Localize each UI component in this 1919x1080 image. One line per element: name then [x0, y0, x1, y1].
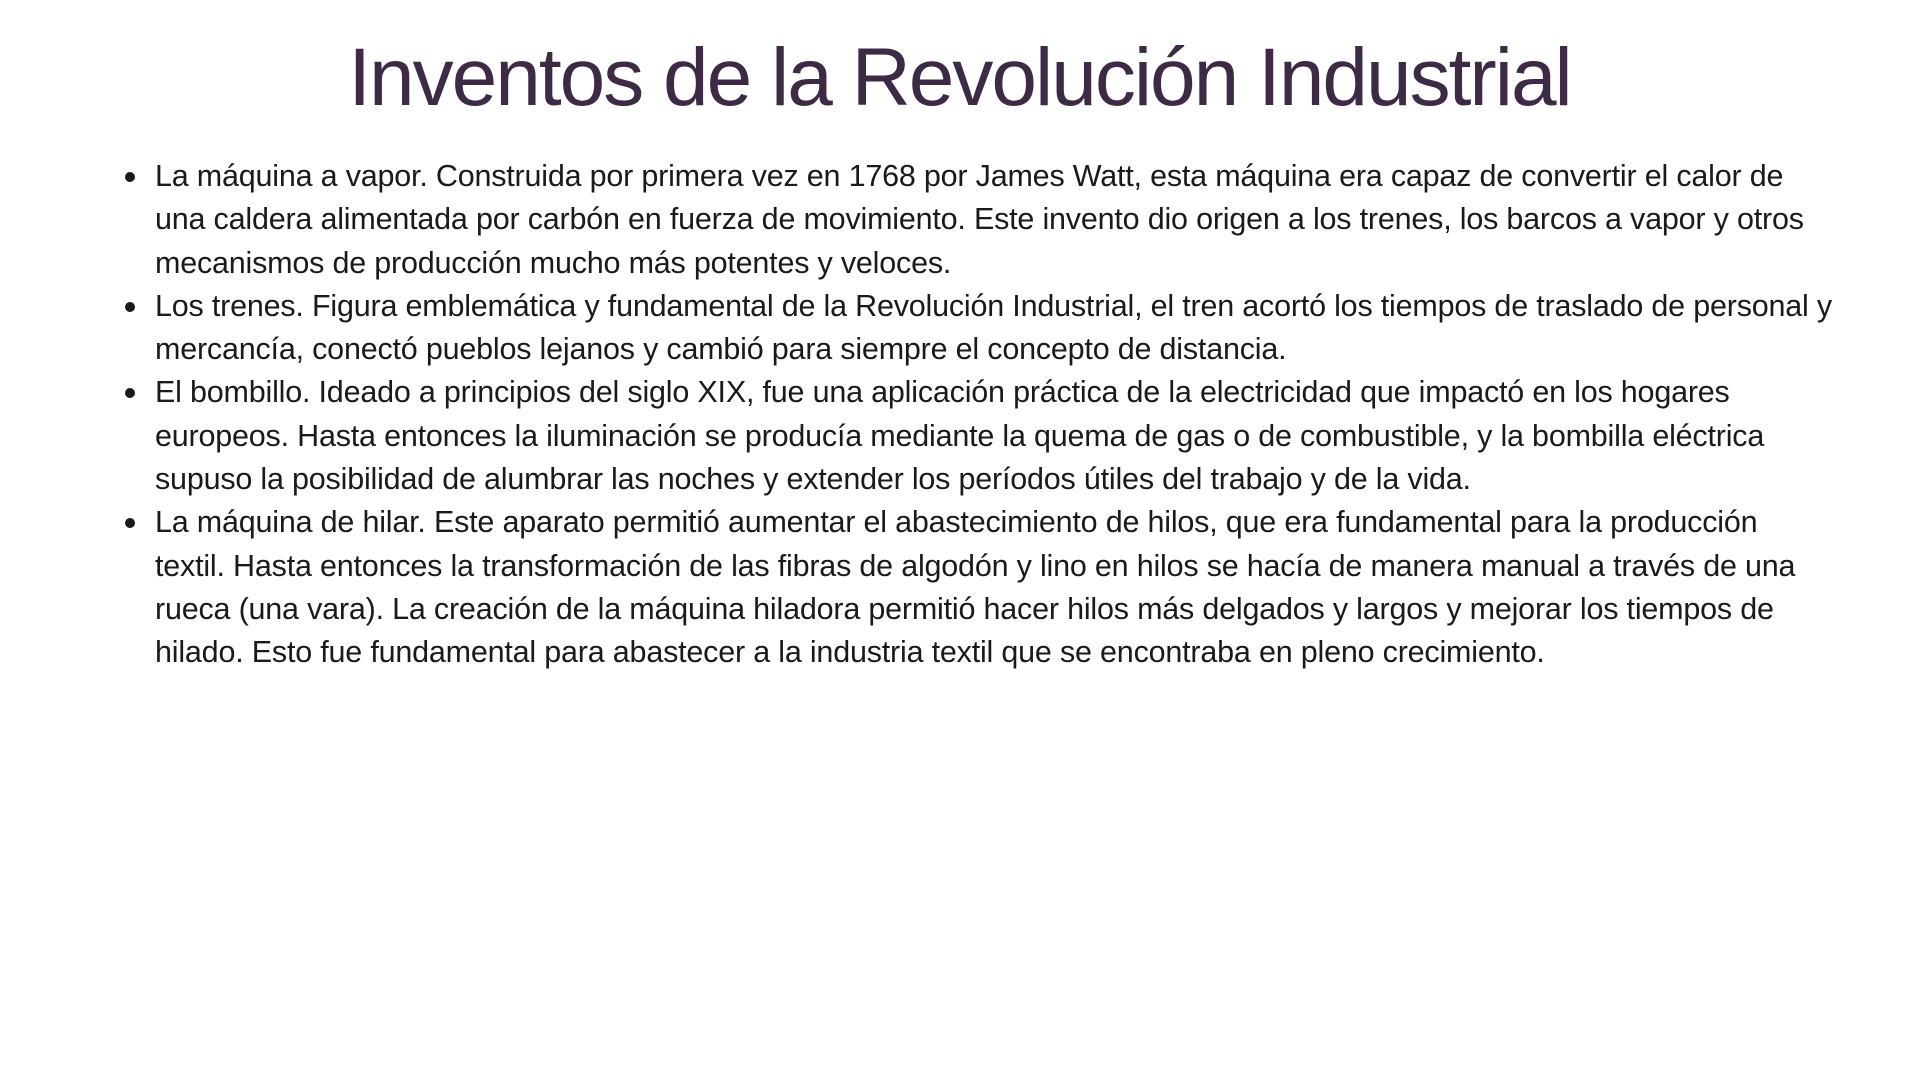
bullet-item-steam-engine — [155, 155, 1835, 285]
bullet-text: La máquina a vapor. Construida por primera vez en 1768 por James Watt, esta máquina era capaz de convertir el calor de una caldera alimentada por carbón en fuerza de movimiento. Este invento dio origen a los trenes, los barcos a vapor y otros mecanismos de producción mucho más potentes y veloces. — [155, 159, 1804, 280]
bullet-item-light-bulb — [155, 371, 1835, 501]
bullet-text: La máquina de hilar. Este aparato permitió aumentar el abastecimiento de hilos, que era fundamental para la producción textil. Hasta entonces la transformación de las fibras de algodón y lino en hilos se hacía de manera manual a través de una rueca (una vara). La creación de la máquina hiladora permitió hacer hilos más delgados y largos y mejorar los tiempos de hilado. Esto fue fundamental para abastecer a la industria textil que se encontraba en pleno crecimiento. — [155, 505, 1796, 670]
bullet-dot-icon — [125, 172, 135, 182]
bullet-text: El bombillo. Ideado a principios del siglo XIX, fue una aplicación práctica de la electricidad que impactó en los hogares europeos. Hasta entonces la iluminación se producía mediante la quema de gas o de combustible, y la bombilla eléctrica supuso la posibilidad de alumbrar las noches y extender los períodos útiles del trabajo y de la vida. — [155, 375, 1765, 497]
bullet-dot-icon — [125, 388, 135, 398]
bullet-text: Los trenes. Figura emblemática y fundamental de la Revolución Industrial, el tren acortó los tiempos de traslado de personal y mercancía, conectó pueblos lejanos y cambió para siempre el concepto de distancia. — [155, 288, 1832, 367]
bullet-dot-icon — [125, 518, 135, 528]
bullet-list — [155, 155, 1835, 675]
bullet-item-trains — [155, 285, 1835, 372]
slide-title: Inventos de la Revolución Industrial — [348, 32, 1571, 123]
bullet-item-spinning-machine — [155, 501, 1835, 674]
bullet-dot-icon — [125, 302, 135, 312]
